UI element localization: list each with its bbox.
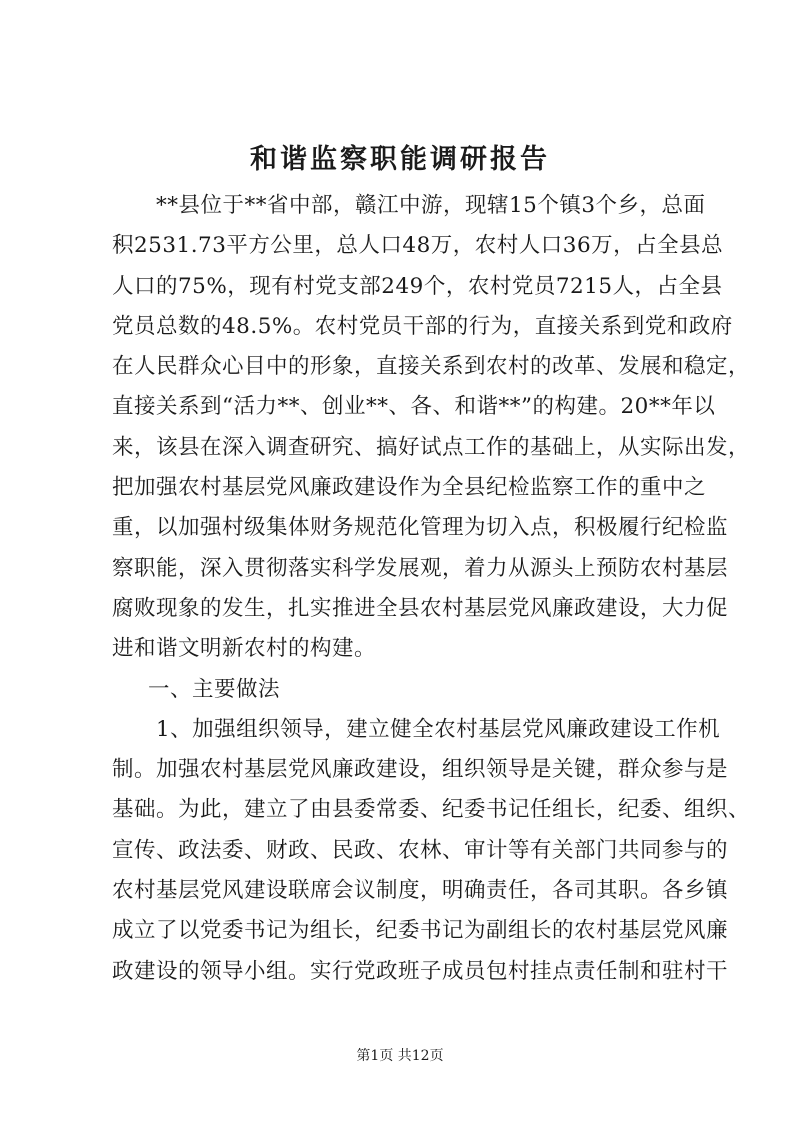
section-heading: 一、主要做法 (148, 676, 281, 702)
text-line: 宣传、政法委、财政、民政、农林、审计等有关部门共同参与的 (112, 837, 729, 863)
text-line: 把加强农村基层党风廉政建设作为全县纪检监察工作的重中之 (112, 475, 707, 501)
paragraph-2 (112, 710, 751, 992)
text-line: 党员总数的48.5%。农村党员干部的行为，直接关系到党和政府 (112, 313, 733, 339)
text-line: 进和谐文明新农村的构建。 (112, 636, 377, 662)
text-line: 察职能，深入贯彻落实科学发展观，着力从源头上预防农村基层 (112, 555, 729, 581)
page-number-footer: 第1页 共12页 (356, 1048, 444, 1064)
text-line: 来，该县在深入调查研究、搞好试点工作的基础上，从实际出发， (112, 434, 751, 460)
text-line: 积2531.73平方公里，总人口48万，农村人口36万，占全县总 (112, 233, 724, 259)
text-line: **县位于**省中部，赣江中游，现辖15个镇3个乡，总面 (112, 193, 706, 218)
text-line: 在人民群众心目中的形象，直接关系到农村的改革、发展和稳定， (112, 354, 751, 380)
document-title: 和谐监察职能调研报告 (250, 144, 550, 175)
text-line: 政建设的领导小组。实行党政班子成员包村挂点责任制和驻村干 (112, 958, 729, 984)
text-line: 基础。为此，建立了由县委常委、纪委书记任组长，纪委、组织、 (112, 797, 751, 823)
paragraph-1 (112, 186, 751, 670)
text-line: 制。加强农村基层党风廉政建设，组织领导是关键，群众参与是 (112, 757, 729, 783)
text-line: 农村基层党风建设联席会议制度，明确责任，各司其职。各乡镇 (112, 878, 729, 904)
text-line: 直接关系到“活力**、创业**、各、和谐**”的构建。20**年以 (112, 394, 716, 420)
text-line: 腐败现象的发生，扎实推进全县农村基层党风廉政建设，大力促 (112, 595, 729, 621)
text-line: 人口的75%，现有村党支部249个，农村党员7215人，占全县 (112, 273, 723, 299)
text-line: 1、加强组织领导，建立健全农村基层党风廉政建设工作机 (112, 716, 721, 742)
text-line: 成立了以党委书记为组长，纪委书记为副组长的农村基层党风廉 (112, 918, 729, 944)
document-body (112, 186, 751, 992)
text-line: 重，以加强村级集体财务规范化管理为切入点，积极履行纪检监 (112, 515, 729, 541)
